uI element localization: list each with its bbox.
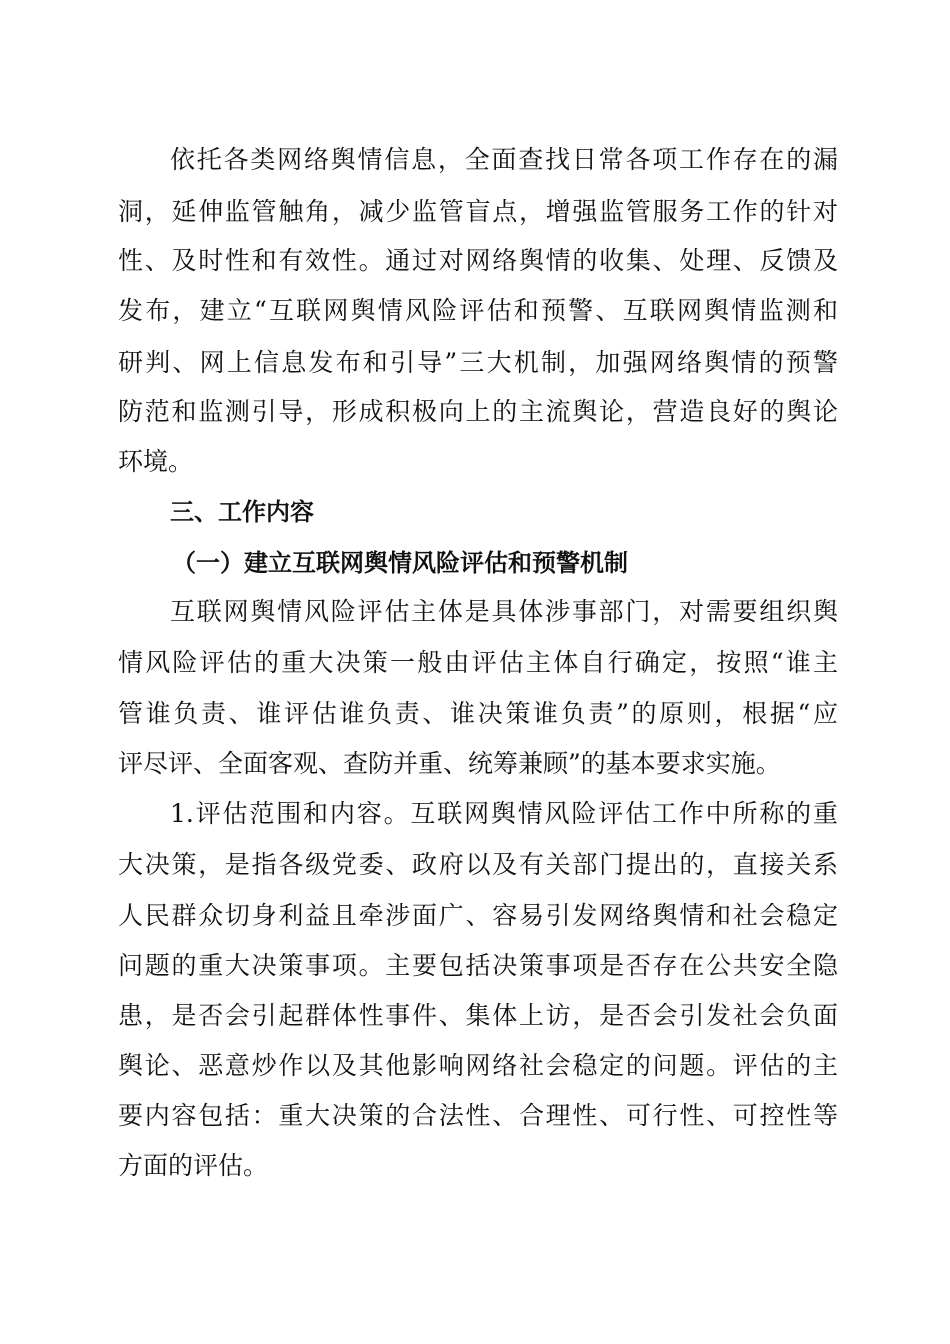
paragraph-1-line: 发布，建立“互联网舆情风险评估和预警、互联网舆情监测和 [118, 296, 838, 325]
paragraph-3-line: 舆论、恶意炒作以及其他影响网络社会稳定的问题。评估的主 [118, 1051, 838, 1080]
paragraph-1-line: 研判、网上信息发布和引导”三大机制，加强网络舆情的预警 [118, 348, 838, 377]
paragraph-2-line: 管谁负责、谁评估谁负责、谁决策谁负责”的原则，根据“应 [118, 699, 838, 728]
paragraph-3-line: 问题的重大决策事项。主要包括决策事项是否存在公共安全隐 [118, 951, 838, 980]
paragraph-1-line: 洞，延伸监管触角，减少监管盲点，增强监管服务工作的针对 [118, 197, 838, 226]
paragraph-3-line: 大决策，是指各级党委、政府以及有关部门提出的，直接关系 [118, 850, 838, 879]
paragraph-2-line: 评尽评、全面客观、查防并重、统筹兼顾”的基本要求实施。 [118, 749, 781, 778]
paragraph-2-line: 情风险评估的重大决策一般由评估主体自行确定，按照“谁主 [118, 648, 838, 677]
paragraph-2-line: 互联网舆情风险评估主体是具体涉事部门，对需要组织舆 [170, 597, 838, 626]
paragraph-3-line: 1.评估范围和内容。互联网舆情风险评估工作中所称的重 [170, 799, 838, 828]
section-heading: 三、工作内容 [170, 498, 314, 526]
paragraph-3-line: 人民群众切身利益且牵涉面广、容易引发网络舆情和社会稳定 [118, 901, 838, 930]
paragraph-1-line: 性、及时性和有效性。通过对网络舆情的收集、处理、反馈及 [118, 246, 838, 275]
paragraph-3-line: 要内容包括：重大决策的合法性、合理性、可行性、可控性等 [118, 1101, 838, 1130]
paragraph-1-line: 防范和监测引导，形成积极向上的主流舆论，营造良好的舆论 [118, 397, 838, 426]
paragraph-1-line: 环境。 [118, 447, 194, 476]
paragraph-3-line: 方面的评估。 [118, 1151, 269, 1180]
paragraph-1-line: 依托各类网络舆情信息，全面查找日常各项工作存在的漏 [170, 145, 838, 174]
paragraph-3-line: 患，是否会引起群体性事件、集体上访，是否会引发社会负面 [118, 1001, 838, 1030]
subsection-heading: （一）建立互联网舆情风险评估和预警机制 [172, 549, 628, 577]
